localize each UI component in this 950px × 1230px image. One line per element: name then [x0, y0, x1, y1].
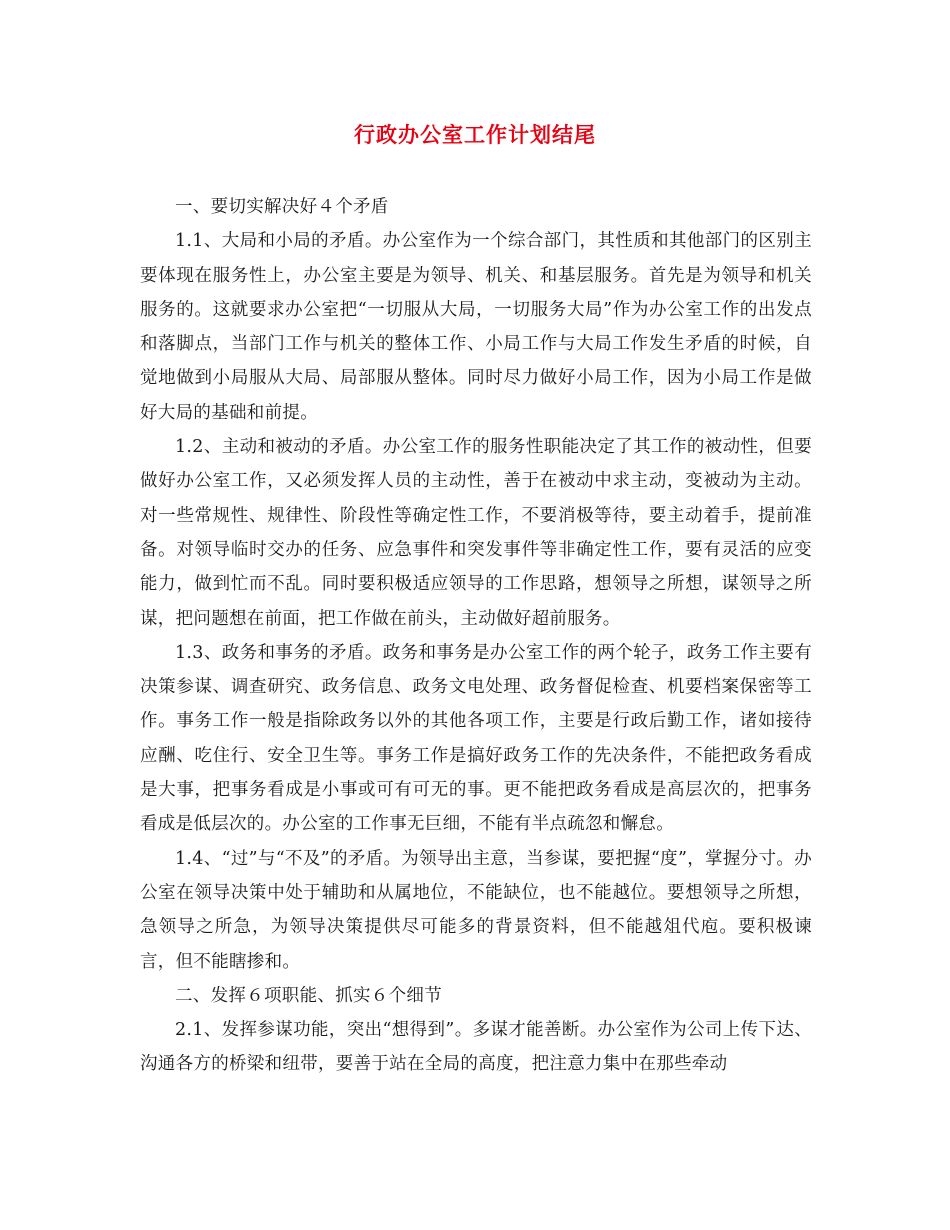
- body-paragraph: 1.2、主动和被动的矛盾。办公室工作的服务性职能决定了其工作的被动性，但要做好办公室工作，又必须发挥人员的主动性，善于在被动中求主动，变被动为主动。对一些常规性、规律性、阶段性等确定性工作，不要消极等待，要主动着手，提前准备。对领导临时交办的任务、应急事件和突发事件等非确定性工作，要有灵活的应变能力，做到忙而不乱。同时要积极适应领导的工作思路，想领导之所想，谋领导之所谋，把问题想在前面，把工作做在前头，主动做好超前服务。: [140, 437, 812, 629]
- body-paragraph: 1.3、政务和事务的矛盾。政务和事务是办公室工作的两个轮子，政务工作主要有决策参谋、调查研究、政务信息、政务文电处理、政务督促检查、机要档案保密等工作。事务工作一般是指除政务以外的其他各项工作，主要是行政后勤工作，诸如接待应酬、吃住行、安全卫生等。事务工作是搞好政务工作的先决条件，不能把政务看成是大事，把事务看成是小事或可有可无的事。更不能把政务看成是高层次的，把事务看成是低层次的。办公室的工作事无巨细，不能有半点疏忽和懈怠。: [140, 642, 812, 835]
- section-heading: 一、要切实解决好４个矛盾: [175, 197, 389, 217]
- body-paragraph: 1.4、“过”与“不及”的矛盾。为领导出主意，当参谋，要把握“度”，掌握分寸。办公室在领导决策中处于辅助和从属地位，不能缺位，也不能越位。要想领导之所想，急领导之所急，为领导决策提供尽可能多的背景资料，但不能越俎代庖。要积极谏言，但不能瞎掺和。: [140, 848, 812, 972]
- document-body: [140, 190, 812, 1082]
- document-title: 行政办公室工作计划结尾: [354, 122, 596, 147]
- section-heading: 二、发挥６项职能、抓实６个细节: [175, 985, 442, 1006]
- body-paragraph: 2.1、发挥参谋功能，突出“想得到”。多谋才能善断。办公室作为公司上传下达、沟通各方的桥梁和纽带，要善于站在全局的高度，把注意力集中在那些牵动: [140, 1020, 812, 1075]
- body-paragraph: 1.1、大局和小局的矛盾。办公室作为一个综合部门，其性质和其他部门的区别主要体现在服务性上，办公室主要是为领导、机关、和基层服务。首先是为领导和机关服务的。这就要求办公室把“一切服从大局，一切服务大局”作为办公室工作的出发点和落脚点，当部门工作与机关的整体工作、小局工作与大局工作发生矛盾的时候，自觉地做到小局服从大局、局部服从整体。同时尽力做好小局工作，因为小局工作是做好大局的基础和前提。: [140, 231, 812, 423]
